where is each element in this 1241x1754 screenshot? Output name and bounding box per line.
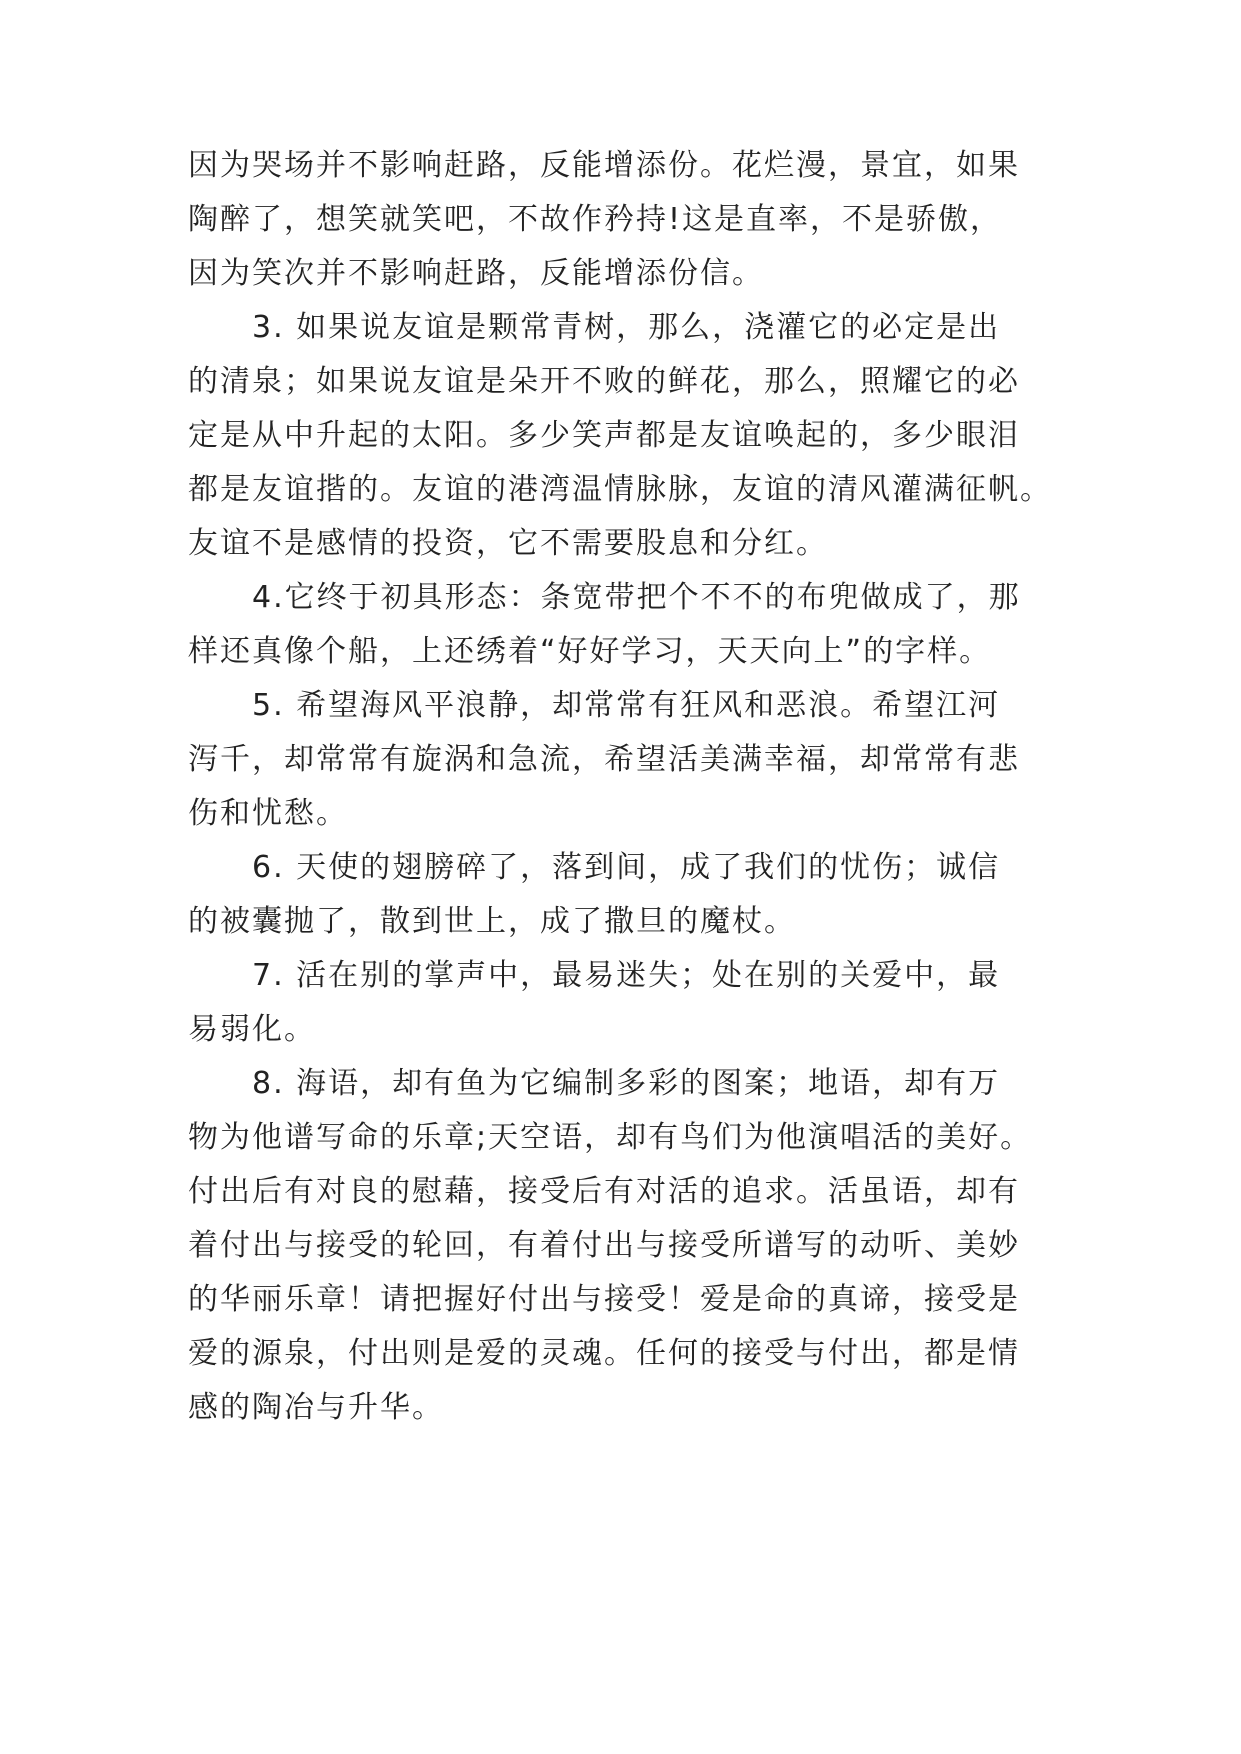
item-6-line: 6. 天使的翅膀碎了，落到间，成了我们的忧伤；诚信 <box>252 850 1001 885</box>
text-line: 友谊不是感情的投资，它不需要股息和分红。 <box>188 526 828 561</box>
text-line: 因为哭场并不影响赶路，反能增添份。花烂漫，景宜，如果 <box>188 148 1020 183</box>
text-line: 爱的源泉，付出则是爱的灵魂。任何的接受与付出，都是情 <box>188 1336 1020 1371</box>
text-line: 的华丽乐章！请把握好付出与接受！爱是命的真谛，接受是 <box>188 1282 1020 1317</box>
text-line: 的清泉；如果说友谊是朵开不败的鲜花，那么，照耀它的必 <box>188 364 1020 399</box>
text-line: 都是友谊揩的。友谊的港湾温情脉脉，友谊的清风灌满征帆。 <box>188 472 1052 507</box>
item-8-line: 8. 海语，却有鱼为它编制多彩的图案；地语，却有万 <box>252 1066 1001 1101</box>
text-line: 着付出与接受的轮回，有着付出与接受所谱写的动听、美妙 <box>188 1228 1020 1263</box>
text-line: 感的陶冶与升华。 <box>188 1390 444 1425</box>
text-line: 付出后有对良的慰藉，接受后有对活的追求。活虽语，却有 <box>188 1174 1020 1209</box>
item-7-line: 7. 活在别的掌声中，最易迷失；处在别的关爱中，最 <box>252 958 1001 993</box>
text-line: 易弱化。 <box>188 1012 316 1047</box>
text-line: 泻千，却常常有旋涡和急流，希望活美满幸福，却常常有悲 <box>188 742 1020 777</box>
text-line: 的被囊抛了，散到世上，成了撒旦的魔杖。 <box>188 904 796 939</box>
text-line: 伤和忧愁。 <box>188 796 348 831</box>
item-5-line: 5. 希望海风平浪静，却常常有狂风和恶浪。希望江河 <box>252 688 1001 723</box>
item-3-line: 3. 如果说友谊是颗常青树，那么，浇灌它的必定是出 <box>252 310 1001 345</box>
text-line: 物为他谱写命的乐章;天空语，却有鸟们为他演唱活的美好。 <box>188 1120 1033 1155</box>
item-4-line: 4.它终于初具形态：条宽带把个不不的布兜做成了，那 <box>252 580 1021 615</box>
text-line: 因为笑次并不影响赶路，反能增添份信。 <box>188 256 764 291</box>
text-line: 定是从中升起的太阳。多少笑声都是友谊唤起的，多少眼泪 <box>188 418 1020 453</box>
text-line: 样还真像个船，上还绣着“好好学习，天天向上”的字样。 <box>188 634 992 669</box>
text-line: 陶醉了，想笑就笑吧，不故作矜持!这是直率，不是骄傲， <box>188 202 1003 237</box>
